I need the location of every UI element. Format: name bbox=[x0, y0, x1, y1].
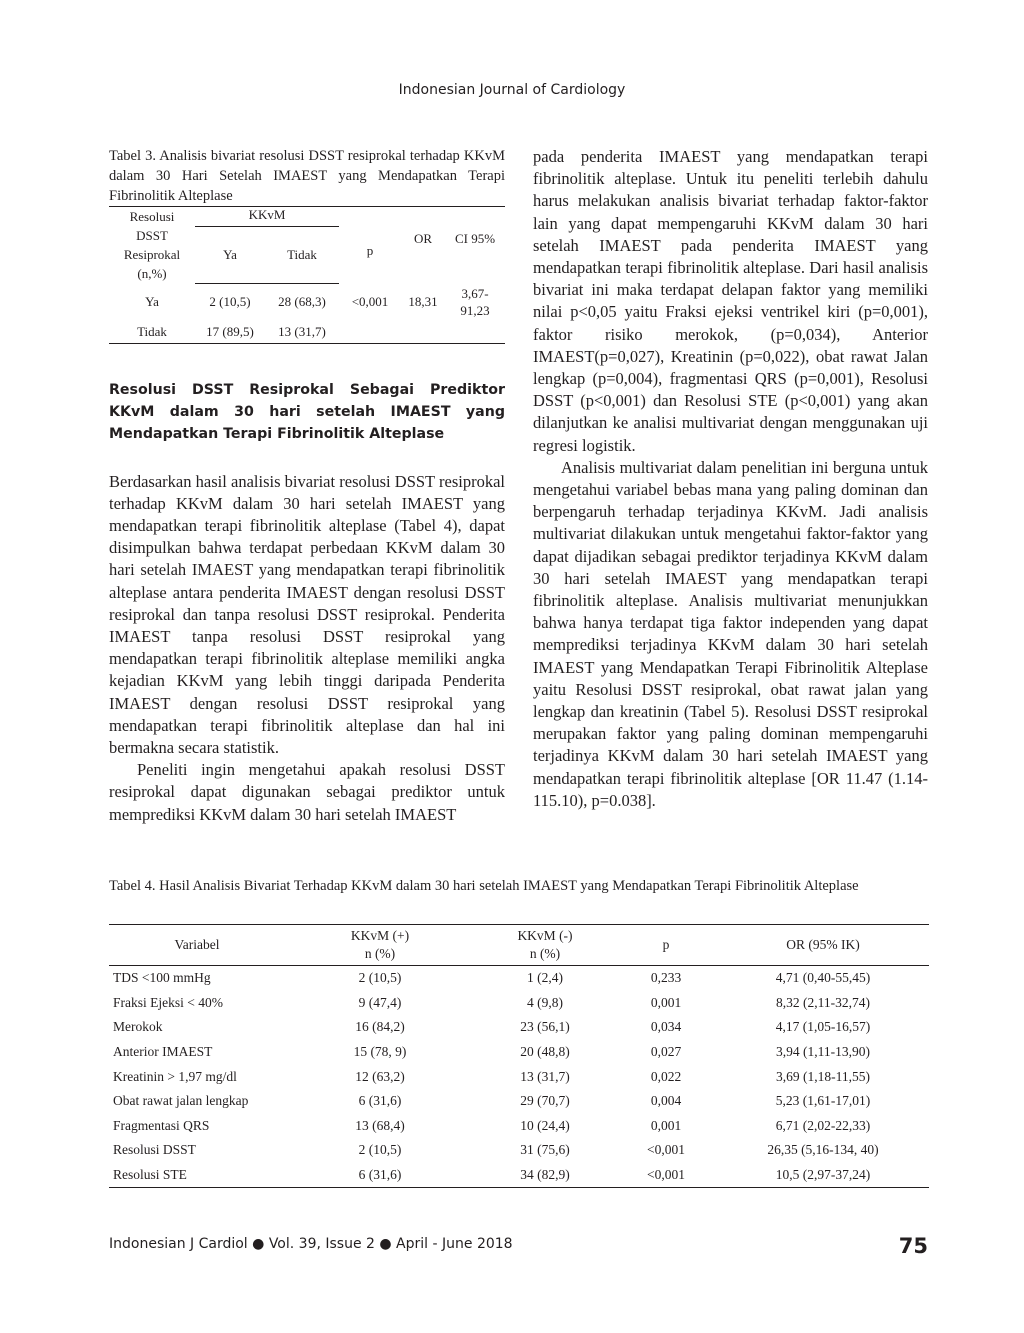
table4-cell-variabel: Fragmentasi QRS bbox=[113, 1117, 210, 1133]
table-row bbox=[109, 1138, 929, 1163]
table3-ci-line: 91,23 bbox=[460, 303, 490, 318]
footer-citation: Indonesian J Cardiol ● Vol. 39, Issue 2 ● April - June 2018 bbox=[109, 1236, 513, 1252]
table-row bbox=[109, 1040, 929, 1065]
table4-cell-or: 3,94 (1,11-13,90) bbox=[776, 1044, 870, 1060]
table3-ci-line: 3,67- bbox=[461, 286, 489, 301]
table-row bbox=[109, 966, 929, 991]
table4-cell-or: 6,71 (2,02-22,33) bbox=[775, 1117, 871, 1133]
table4-or-header: OR (95% IK) bbox=[717, 925, 929, 966]
table4-cell-or: 4,17 (1,05-16,57) bbox=[775, 1019, 871, 1035]
page-number: 75 bbox=[898, 1234, 928, 1258]
table4-cell-pos: 2 (10,5) bbox=[358, 970, 402, 986]
table-row bbox=[109, 1089, 929, 1114]
table4-cell-neg: 29 (70,7) bbox=[520, 1093, 570, 1109]
table4-cell-pos: 13 (68,4) bbox=[355, 1117, 405, 1133]
section-heading: Resolusi DSST Resiprokal Sebagai Prediktor KKvM dalam 30 hari setelah IMAEST yang Mendapatkan Terapi Fibrinolitik Alteplase bbox=[109, 381, 505, 442]
table3-rowlabel-header bbox=[109, 207, 195, 284]
table3-ya-header: Ya bbox=[195, 227, 265, 283]
table3-tidak-header: Tidak bbox=[265, 227, 339, 283]
table3 bbox=[109, 206, 505, 344]
table4-cell-p: <0,001 bbox=[647, 1142, 685, 1158]
table3-cell-label: Ya bbox=[145, 294, 159, 309]
right-column bbox=[533, 146, 928, 812]
table4-cell-p: 0,027 bbox=[650, 1044, 682, 1060]
table3-caption: Tabel 3. Analisis bivariat resolusi DSST resiprokal terhadap KKvM dalam 30 Hari Setelah IMAEST yang Mendapatkan Terapi Fibrinolitik Alteplase bbox=[109, 148, 505, 204]
table-row bbox=[109, 991, 929, 1016]
table4-kkvm-neg-header bbox=[475, 925, 615, 966]
table-row bbox=[109, 1163, 929, 1188]
table4-cell-neg: 34 (82,9) bbox=[475, 1163, 615, 1188]
table4-cell-or: 5,23 (1,61-17,01) bbox=[775, 1093, 871, 1109]
table4-cell-variabel: Anterior IMAEST bbox=[113, 1044, 213, 1060]
table3-cell-ci bbox=[445, 321, 505, 343]
table4-cell-pos: 6 (31,6) bbox=[285, 1163, 475, 1188]
table3-rowlabel-line: Resolusi bbox=[129, 209, 175, 224]
table4-cell-p: 0,001 bbox=[650, 1117, 682, 1133]
table4-kkvm-pos-header bbox=[285, 925, 475, 966]
table4-cell-variabel: Merokok bbox=[113, 1019, 163, 1035]
table4-cell-variabel: Kreatinin > 1,97 mg/dl bbox=[113, 1068, 237, 1084]
table4-cell-neg: 13 (31,7) bbox=[520, 1068, 570, 1084]
table4-cell-p: 0,034 bbox=[650, 1019, 682, 1035]
table4-cell-variabel: Resolusi DSST bbox=[113, 1142, 196, 1158]
table4-header-line: KKvM (+) bbox=[350, 928, 410, 943]
table3-cell-ci bbox=[445, 283, 505, 321]
body-paragraph: Analisis multivariat dalam penelitian ini berguna untuk mengetahui variabel bebas mana yang paling dominan dan berpengaruh terhadap terjadinya KKvM. Jadi analisis multivariat dilakukan untuk mengetahui faktor-faktor yang dapat dijadikan sebagai prediktor terjadinya KKvM dalam 30 hari setelah IMAEST yang mendapatkan terapi fibrinolitik alteplase. Analisis multivariat menunjukkan bahwa hanya terdapat tiga faktor independen yang dapat memprediksi terjadinya KKvM dalam 30 hari setelah IMAEST yang Mendapatkan Terapi Fibrinolitik Alteplase yaitu Resolusi DSST resiprokal, obat rawat jalan yang lengkap dan kreatinin (Tabel 5). Resolusi DSST resiprokal merupakan faktor yang paling dominan mempengaruhi terjadinya KKvM dalam 30 hari setelah IMAEST yang mendapatkan terapi fibrinolitik alteplase [OR 11.47 (1.14-115.10), p=0.038]. bbox=[533, 457, 928, 810]
table3-p-header: p bbox=[339, 207, 401, 284]
table4 bbox=[109, 924, 929, 1188]
table4-cell-p: 0,022 bbox=[650, 1068, 682, 1084]
table-row bbox=[109, 1114, 929, 1139]
table3-rowlabel-line: (n,%) bbox=[137, 266, 167, 281]
table4-caption: Tabel 4. Hasil Analisis Bivariat Terhadap KKvM dalam 30 hari setelah IMAEST yang Mendapatkan Terapi Fibrinolitik Alteplase bbox=[109, 878, 859, 894]
table3-cell-p bbox=[339, 321, 401, 343]
table4-variabel-header: Variabel bbox=[109, 925, 285, 966]
table4-cell-neg: 23 (56,1) bbox=[520, 1019, 570, 1035]
table4-cell-neg: 20 (48,8) bbox=[520, 1044, 570, 1060]
body-paragraph: Berdasarkan hasil analisis bivariat resolusi DSST resiprokal terhadap KKvM dalam 30 hari setelah IMAEST yang mendapatkan terapi fibrinolitik alteplase (Tabel 4), dapat disimpulkan bahwa terdapat perbedaan KKvM dalam 30 hari setelah IMAEST yang mendapatkan terapi fibrinolitik alteplase antara penderita IMAEST dengan resolusi DSST resiprokal dan tanpa resolusi DSST resiprokal. Penderita IMAEST tanpa resolusi DSST resiprokal yang mendapatkan terapi fibrinolitik alteplase memiliki angka kejadian KKvM yang lebih tinggi daripada Penderita IMAEST dengan resolusi DSST resiprokal yang mendapatkan terapi fibrinolitik alteplase dan hal ini bermakna secara statistik. bbox=[109, 471, 505, 757]
table4-cell-neg: 1 (2,4) bbox=[527, 970, 563, 986]
left-column bbox=[109, 146, 505, 826]
table4-cell-pos: 16 (84,2) bbox=[355, 1019, 405, 1035]
table3-cell-ya: 17 (89,5) bbox=[195, 321, 265, 343]
table4-cell-or: 26,35 (5,16-134, 40) bbox=[767, 1142, 879, 1158]
table4-cell-pos: 15 (78, 9) bbox=[353, 1044, 407, 1060]
table-row bbox=[109, 1064, 929, 1089]
table3-cell-ya: 2 (10,5) bbox=[209, 294, 251, 310]
table4-cell-or: 8,32 (2,11-32,74) bbox=[776, 994, 870, 1010]
table3-ci-header: CI 95% bbox=[445, 207, 505, 284]
table4-header-line: n (%) bbox=[529, 946, 561, 961]
table3-cell-or: 18,31 bbox=[408, 294, 438, 309]
table3-rowlabel-line: Resiprokal bbox=[123, 247, 181, 262]
table4-cell-neg: 31 (75,6) bbox=[520, 1142, 570, 1158]
table-row bbox=[109, 1015, 929, 1040]
table4-cell-neg: 4 (9,8) bbox=[527, 994, 563, 1010]
table4-cell-or: 3,69 (1,18-11,55) bbox=[776, 1068, 870, 1084]
table4-header-line: n (%) bbox=[364, 946, 396, 961]
table3-cell-or bbox=[401, 321, 445, 343]
table4-cell-p: 0,004 bbox=[650, 1093, 682, 1109]
table4-cell-pos: 2 (10,5) bbox=[358, 1142, 402, 1158]
table4-cell-pos: 6 (31,6) bbox=[358, 1093, 402, 1109]
table4-cell-variabel: Obat rawat jalan lengkap bbox=[113, 1093, 249, 1109]
body-paragraph: Peneliti ingin mengetahui apakah resolusi DSST resiprokal dapat digunakan sebagai prediktor untuk memprediksi KKvM dalam 30 hari setelah IMAEST bbox=[109, 760, 505, 824]
table3-or-header: OR bbox=[401, 207, 445, 284]
table4-cell-variabel: Fraksi Ejeksi < 40% bbox=[113, 994, 223, 1010]
table4-cell-variabel: Resolusi STE bbox=[109, 1163, 285, 1188]
body-paragraph: pada penderita IMAEST yang mendapatkan terapi fibrinolitik alteplase. Untuk itu peneliti terlebih dahulu harus melakukan analisis bivariat terhadap faktor-faktor lain yang dapat mempengaruhi KKvM dalam 30 hari setelah IMAEST pada penderita IMAEST yang mendapatkan terapi fibrinolitik alteplase. Dari hasil analisis bivariat ini maka terdapat delapan faktor yang memiliki nilai p<0,05 yaitu Fraksi ejeksi ventrikel kiri (p=0,001), faktor risiko merokok, (p=0,034), Anterior IMAEST(p=0,027), Kreatinin (p=0,022), obat rawat Jalan lengkap (p=0,004), fragmentasi QRS (p=0,001), Resolusi DSST (p<0,001) dan Resolusi STE (p<0,001) yang akan dilanjutkan ke analisi multivariat dengan menggunakan uji regresi logistik. bbox=[533, 147, 928, 455]
table3-cell-tidak: 13 (31,7) bbox=[265, 321, 339, 343]
table3-kkvm-header: KKvM bbox=[195, 207, 339, 227]
table4-cell-pos: 9 (47,4) bbox=[358, 994, 402, 1010]
table-row bbox=[109, 321, 505, 343]
table4-cell-variabel: TDS <100 mmHg bbox=[113, 970, 211, 986]
table3-cell-p: <0,001 bbox=[351, 294, 389, 309]
table4-p-header: p bbox=[615, 925, 717, 966]
table3-cell-label: Tidak bbox=[109, 321, 195, 343]
table4-header-line: KKvM (-) bbox=[517, 928, 573, 943]
table4-cell-p: 0,233 bbox=[650, 970, 682, 986]
table3-rowlabel-line: DSST bbox=[136, 228, 168, 243]
table4-cell-pos: 12 (63,2) bbox=[355, 1068, 405, 1084]
table4-cell-neg: 10 (24,4) bbox=[520, 1117, 570, 1133]
running-header: Indonesian Journal of Cardiology bbox=[398, 82, 626, 98]
table4-cell-or: 4,71 (0,40-55,45) bbox=[775, 970, 871, 986]
table-row bbox=[109, 283, 505, 321]
table4-cell-p: <0,001 bbox=[615, 1163, 717, 1188]
table4-cell-or: 10,5 (2,97-37,24) bbox=[717, 1163, 929, 1188]
table3-cell-tidak: 28 (68,3) bbox=[278, 294, 326, 310]
table4-cell-p: 0,001 bbox=[650, 994, 682, 1010]
